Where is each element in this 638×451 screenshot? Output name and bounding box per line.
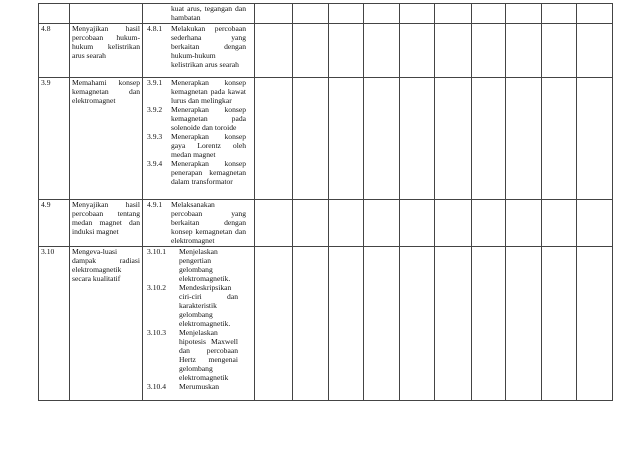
indicator-text: kuat arus, tegangan dan hambatan	[171, 4, 246, 22]
competency-description: Menyajikan hasil percobaan tentang medan magnet dan induksi magnet	[70, 200, 143, 247]
competency-description: Menyajikan hasil percobaan hukum-hukum kelistrikan arus searah	[70, 24, 143, 78]
indicator-cell	[143, 200, 255, 247]
indicator-cell	[143, 24, 255, 78]
row-number: 4.9	[39, 200, 70, 247]
indicator-cell	[143, 4, 255, 24]
table-row	[39, 24, 613, 78]
indicator-text: Menjelaskan hipotesis Maxwell dan percobaan Hertz mengenai gelombang elektromagnetik	[179, 328, 238, 382]
indicator-text: Menerapkan konsep gaya Lorentz oleh medan magnet	[171, 132, 246, 159]
competency-description: Memahami konsep kemagnetan dan elektromagnet	[70, 78, 143, 200]
indicator-number	[145, 4, 171, 22]
row-number: 4.8	[39, 24, 70, 78]
row-number: 3.10	[39, 247, 70, 401]
indicator-text: Menerapkan konsep kemagnetan pada solenoide dan toroide	[171, 105, 246, 132]
indicator-number: 3.10.1	[147, 247, 166, 256]
row-number: 3.9	[39, 78, 70, 200]
indicator-number: 4.9.1	[147, 200, 163, 209]
indicator-text: Menerapkan konsep penerapan kemagnetan dalam transformator	[171, 159, 246, 186]
indicator-number: 3.10.4	[147, 382, 166, 391]
indicator-cell	[143, 78, 255, 200]
indicator-text: Melaksanakan percobaan yang berkaitan dengan konsep kemagnetan dan elektromagnet	[171, 200, 246, 245]
competency-description: Mengeva-luasi dampak radiasi elektromagnetik secara kualitatif	[70, 247, 143, 401]
table-row	[39, 247, 613, 401]
indicator-text: Menjelaskan pengertian gelombang elektromagnetik.	[179, 247, 231, 283]
table-row	[39, 4, 613, 24]
indicator-number: 4.8.1	[147, 24, 163, 33]
row-number	[39, 4, 70, 24]
indicator-number: 3.9.3	[147, 132, 163, 141]
table-row	[39, 200, 613, 247]
indicator-text: Menerapkan konsep kemagnetan pada kawat lurus dan melingkar	[171, 78, 246, 105]
indicator-text: Melakukan percobaan sederhana yang berkaitan dengan hukum-hukum kelistrikan arus searah	[171, 24, 246, 69]
indicator-text: Mendeskripsikan ciri-ciri dan karakteristik gelombang elektromagnetik.	[179, 283, 238, 328]
competency-description	[70, 4, 143, 24]
competency-table	[38, 3, 613, 401]
indicator-number: 3.9.1	[147, 78, 163, 87]
indicator-number: 3.10.2	[147, 283, 166, 292]
indicator-text: Merumuskan	[179, 382, 220, 391]
indicator-number: 3.9.4	[147, 159, 163, 168]
indicator-cell	[143, 247, 255, 401]
indicator-number: 3.10.3	[147, 328, 166, 337]
indicator-number: 3.9.2	[147, 105, 163, 114]
table-row	[39, 78, 613, 200]
